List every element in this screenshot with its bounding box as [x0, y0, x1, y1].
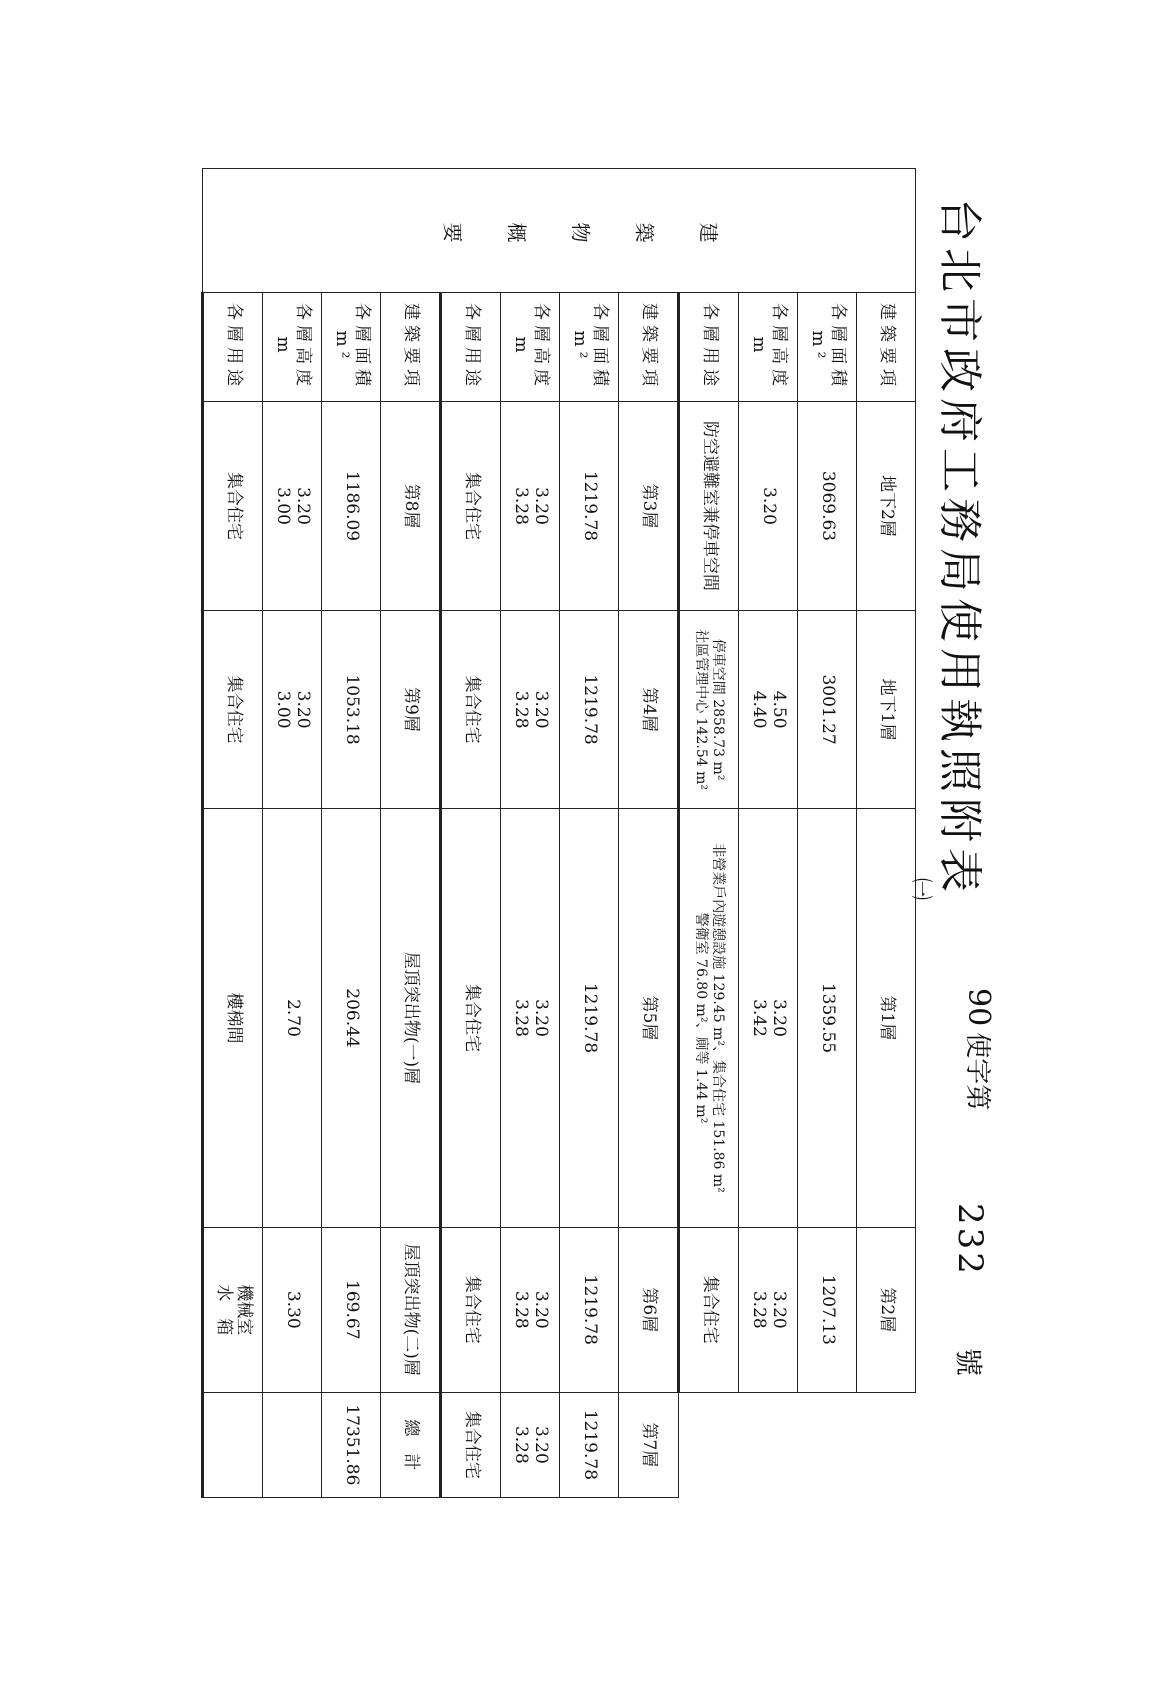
- area-value: 1219.78: [560, 1392, 619, 1497]
- height-value: [263, 1392, 322, 1497]
- height-value: 3.20 3.28: [501, 402, 560, 611]
- row-label: 各層面積m²: [798, 293, 857, 402]
- floor-header: 屋頂突出物(一)層: [381, 809, 441, 1228]
- use-value: 集合住宅: [441, 402, 501, 611]
- row-label: 各層高度 m: [501, 293, 560, 402]
- table-row: [739, 169, 798, 1498]
- area-value: 1219.78: [560, 610, 619, 808]
- row-label: 各層高度 m: [739, 293, 798, 402]
- area-value: 206.44: [322, 809, 381, 1228]
- floor-header: 屋頂突出物(二)層: [381, 1227, 441, 1392]
- row-label: 各層高度 m: [263, 293, 322, 402]
- permit-suffix: 號: [952, 1348, 985, 1377]
- use-value: 停車空間 2858.73 m² 社區管理中心 142.54 m²: [679, 610, 739, 808]
- floor-header: 第9層: [381, 610, 441, 808]
- height-value: 3.20 3.28: [501, 1392, 560, 1497]
- table-row: [560, 169, 619, 1498]
- table-row: [857, 169, 916, 1498]
- floor-header: 第4層: [619, 610, 679, 808]
- table-row: [322, 169, 381, 1498]
- height-value: 3.20: [739, 402, 798, 611]
- height-value: 3.20 3.42: [739, 809, 798, 1228]
- row-label: 各層面積m²: [322, 293, 381, 402]
- area-value: 1219.78: [560, 809, 619, 1228]
- use-value: 集合住宅: [441, 809, 501, 1228]
- area-value: 1359.55: [798, 809, 857, 1228]
- document-title: 台北市政府工務局使用執照附表: [934, 198, 985, 898]
- row-label: 各層面積m²: [560, 293, 619, 402]
- floor-header: 第3層: [619, 402, 679, 611]
- area-value: 17351.86: [322, 1392, 381, 1497]
- floor-header: 第7層: [619, 1392, 679, 1497]
- row-label: 各層用途: [441, 293, 501, 402]
- table-row: [619, 169, 679, 1498]
- floor-header: 第6層: [619, 1227, 679, 1392]
- height-value: 3.20 3.28: [739, 1227, 798, 1392]
- table-row: [203, 169, 263, 1498]
- area-value: 1186.09: [322, 402, 381, 611]
- row-label: 建築要項: [857, 293, 916, 402]
- floor-header: 總 計: [381, 1392, 441, 1497]
- table-row: [679, 169, 739, 1498]
- use-value: 樓梯間: [203, 809, 263, 1228]
- row-label: 各層用途: [679, 293, 739, 402]
- height-value: 3.20 3.28: [501, 1227, 560, 1392]
- height-value: 4.50 4.40: [739, 610, 798, 808]
- side-label: 建築物概要: [203, 169, 916, 293]
- use-value: 集合住宅: [679, 1227, 739, 1392]
- row-label: 各層用途: [203, 293, 263, 402]
- floor-header: 地下2層: [857, 402, 916, 611]
- use-value: [203, 1392, 263, 1497]
- document-subtitle: ㈠: [908, 878, 933, 901]
- use-value: 機械室 水 箱: [203, 1227, 263, 1392]
- use-value: 集合住宅: [203, 610, 263, 808]
- permit-prefix: [961, 988, 998, 1110]
- permit-prefix-text: 使字第: [962, 1032, 992, 1111]
- table-row: [263, 169, 322, 1498]
- use-value: 集合住宅: [441, 610, 501, 808]
- permit-number: 232: [950, 1203, 990, 1277]
- building-summary-table: [201, 168, 916, 1498]
- table-row: [501, 169, 560, 1498]
- use-value: 防空避難室兼停車空間: [679, 402, 739, 611]
- height-value: 3.30: [263, 1227, 322, 1392]
- table-row: [381, 169, 441, 1498]
- floor-header: 第8層: [381, 402, 441, 611]
- use-value: 集合住宅: [441, 1227, 501, 1392]
- height-value: 3.20 3.28: [501, 610, 560, 808]
- floor-header: 地下1層: [857, 610, 916, 808]
- height-value: 3.20 3.00: [263, 402, 322, 611]
- table-row: [441, 169, 501, 1498]
- area-value: 169.67: [322, 1227, 381, 1392]
- use-value: 集合住宅: [441, 1392, 501, 1497]
- use-value: 集合住宅: [203, 402, 263, 611]
- area-value: 1207.13: [798, 1227, 857, 1392]
- document-page: [152, 168, 1000, 1508]
- area-value: 3069.63: [798, 402, 857, 611]
- floor-header: 第2層: [857, 1227, 916, 1392]
- area-value: 1219.78: [560, 402, 619, 611]
- area-value: 3001.27: [798, 610, 857, 808]
- height-value: 2.70: [263, 809, 322, 1228]
- row-label: 建築要項: [381, 293, 441, 402]
- floor-header: 第1層: [857, 809, 916, 1228]
- row-label: 建築要項: [619, 293, 679, 402]
- height-value: 3.20 3.28: [501, 809, 560, 1228]
- permit-year: 90: [961, 988, 996, 1027]
- floor-header: 第5層: [619, 809, 679, 1228]
- area-value: 1219.78: [560, 1227, 619, 1392]
- height-value: 3.20 3.00: [263, 610, 322, 808]
- table-row: [798, 169, 857, 1498]
- use-value: 非營業戶內遊憩設施 129.45 m²、集合住宅 151.86 m² 警衛室 76.80 m²、廁等 1.44 m²: [679, 809, 739, 1228]
- area-value: 1053.18: [322, 610, 381, 808]
